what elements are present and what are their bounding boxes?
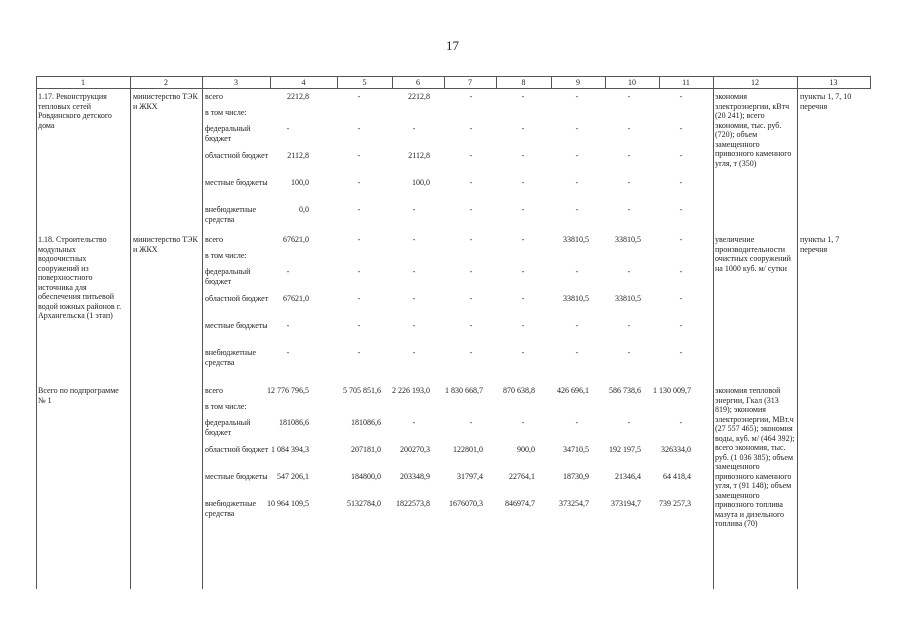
row-label: внебюджетные средства	[205, 499, 256, 518]
cell-value: 33810,5	[563, 294, 589, 303]
cell-value: -	[679, 418, 683, 427]
cell-value: 200270,3	[400, 445, 430, 454]
row-label: местные бюджеты	[205, 472, 268, 481]
cell-value: -	[469, 418, 473, 427]
section-name: Всего по подпрограмме № 1	[38, 386, 119, 405]
cell-value: -	[679, 205, 683, 214]
column-rule	[130, 76, 131, 589]
cell-value: -	[627, 151, 631, 160]
cell-value: -	[521, 178, 525, 187]
row-label: всего	[205, 386, 224, 395]
cell-value: 846974,7	[505, 499, 535, 508]
row-label: местные бюджеты	[205, 321, 268, 330]
column-rule	[496, 76, 497, 89]
cell-value: -	[357, 124, 361, 133]
cell-value: 33810,5	[615, 235, 641, 244]
cell-value: -	[679, 321, 683, 330]
cell-value: 122801,0	[453, 445, 483, 454]
row-label: внебюджетные средства	[205, 348, 256, 367]
cell-value: -	[286, 348, 290, 357]
cell-value: -	[357, 235, 361, 244]
cell-value: -	[469, 124, 473, 133]
cell-value: 2212,8	[408, 92, 430, 101]
column-rule	[392, 76, 393, 89]
column-rule	[797, 76, 798, 589]
header-col-1: 1	[81, 78, 85, 87]
cell-value: -	[575, 205, 579, 214]
cell-value: 5132784,0	[347, 499, 381, 508]
row-label: федеральный бюджет	[205, 418, 251, 437]
plan-points: пункты 1, 7 перечня	[800, 235, 840, 254]
cell-value: -	[521, 92, 525, 101]
cell-value: -	[627, 124, 631, 133]
cell-value: -	[679, 294, 683, 303]
cell-value: 184800,0	[351, 472, 381, 481]
cell-value: -	[469, 267, 473, 276]
cell-value: -	[679, 348, 683, 357]
cell-value: -	[412, 124, 416, 133]
cell-value: 22764,1	[509, 472, 535, 481]
cell-value: 739 257,3	[659, 499, 691, 508]
row-label: в том числе:	[205, 108, 247, 117]
cell-value: 192 197,5	[609, 445, 641, 454]
cell-value: -	[627, 92, 631, 101]
cell-value: 207181,0	[351, 445, 381, 454]
cell-value: -	[357, 267, 361, 276]
cell-value: -	[521, 321, 525, 330]
cell-value: -	[357, 151, 361, 160]
header-col-11: 11	[682, 78, 690, 87]
cell-value: -	[412, 348, 416, 357]
cell-value: 33810,5	[563, 235, 589, 244]
cell-value: -	[575, 418, 579, 427]
cell-value: -	[521, 205, 525, 214]
cell-value: 64 418,4	[663, 472, 691, 481]
cell-value: -	[469, 205, 473, 214]
cell-value: 2112,8	[287, 151, 309, 160]
cell-value: -	[286, 321, 290, 330]
cell-value: -	[412, 294, 416, 303]
cell-value: 33810,5	[615, 294, 641, 303]
cell-value: 12 776 796,5	[267, 386, 309, 395]
cell-value: 547 206,1	[277, 472, 309, 481]
row-label: местные бюджеты	[205, 178, 268, 187]
cell-value: -	[412, 235, 416, 244]
cell-value: -	[521, 124, 525, 133]
cell-value: 1 830 668,7	[445, 386, 483, 395]
section-name: 1.17. Реконструкция тепловых сетей Ровдинского детского дома	[38, 92, 112, 130]
cell-value: -	[679, 178, 683, 187]
expected-result: экономия тепловой энергии, Гкал (313 819); экономия электроэнергии, МВт.ч (27 557 465); экономия воды, куб. м/ (464 392); всего экономия, тыс. руб. (1 036 385); объем замещенного привозного каменного угля, т (91 148); объем замещенного привозного топлива мазута и дизельного топлива (70)	[715, 386, 795, 528]
column-rule	[444, 76, 445, 89]
expected-result: экономия электроэнергии, кВтч (20 241); всего экономия, тыс. руб. (720); объем замещенного привозного каменного угля, т (350)	[715, 92, 792, 168]
row-label: федеральный бюджет	[205, 267, 251, 286]
cell-value: -	[357, 348, 361, 357]
row-label: внебюджетные средства	[205, 205, 256, 224]
cell-value: 18730,9	[563, 472, 589, 481]
cell-value: 2212,8	[287, 92, 309, 101]
expected-result: увеличение производительности очистных сооружений на 1000 куб. м/ сутки	[715, 235, 791, 273]
cell-value: -	[575, 267, 579, 276]
cell-value: 0,0	[299, 205, 309, 214]
cell-value: -	[357, 321, 361, 330]
cell-value: 203348,9	[400, 472, 430, 481]
cell-value: -	[627, 178, 631, 187]
cell-value: -	[469, 348, 473, 357]
cell-value: -	[469, 294, 473, 303]
section-executor: министерство ТЭК и ЖКХ	[133, 92, 198, 111]
header-col-10: 10	[628, 78, 636, 87]
cell-value: -	[679, 267, 683, 276]
header-col-2: 2	[164, 78, 168, 87]
cell-value: -	[627, 348, 631, 357]
cell-value: 1676070,3	[449, 499, 483, 508]
header-col-12: 12	[751, 78, 759, 87]
cell-value: -	[521, 267, 525, 276]
cell-value: -	[627, 205, 631, 214]
cell-value: -	[521, 348, 525, 357]
column-rule	[36, 76, 37, 589]
cell-value: -	[469, 321, 473, 330]
cell-value: 2112,8	[408, 151, 430, 160]
cell-value: -	[469, 178, 473, 187]
cell-value: -	[627, 321, 631, 330]
cell-value: -	[679, 151, 683, 160]
cell-value: 373194,7	[611, 499, 641, 508]
column-rule	[270, 76, 271, 89]
cell-value: -	[286, 124, 290, 133]
cell-value: 1822573,8	[396, 499, 430, 508]
cell-value: -	[521, 151, 525, 160]
cell-value: -	[575, 321, 579, 330]
header-col-7: 7	[468, 78, 472, 87]
header-col-3: 3	[234, 78, 238, 87]
cell-value: -	[521, 294, 525, 303]
cell-value: -	[357, 294, 361, 303]
cell-value: 900,0	[517, 445, 535, 454]
cell-value: -	[412, 418, 416, 427]
cell-value: -	[412, 267, 416, 276]
cell-value: 870 638,8	[503, 386, 535, 395]
cell-value: -	[627, 418, 631, 427]
cell-value: -	[521, 418, 525, 427]
cell-value: 34710,5	[563, 445, 589, 454]
cell-value: -	[357, 205, 361, 214]
row-label: областной бюджет	[205, 294, 269, 303]
column-rule	[202, 76, 203, 589]
column-rule	[605, 76, 606, 89]
column-rule	[659, 76, 660, 89]
cell-value: 100,0	[291, 178, 309, 187]
cell-value: 21346,4	[615, 472, 641, 481]
cell-value: 5 705 851,6	[343, 386, 381, 395]
row-label: областной бюджет	[205, 445, 269, 454]
cell-value: -	[521, 235, 525, 244]
cell-value: -	[679, 92, 683, 101]
column-rule	[870, 76, 871, 89]
cell-value: -	[679, 124, 683, 133]
cell-value: 181086,6	[279, 418, 309, 427]
header-col-9: 9	[576, 78, 580, 87]
cell-value: -	[357, 92, 361, 101]
column-rule	[551, 76, 552, 89]
header-col-4: 4	[301, 78, 306, 87]
section-name: 1.18. Строительство модульных водоочистных сооружений из поверхностного источника для обеспечения питьевой водой южных районов г. Архангельска (1 этап)	[38, 235, 122, 320]
cell-value: 1 084 394,3	[271, 445, 309, 454]
cell-value: -	[679, 235, 683, 244]
cell-value: -	[286, 267, 290, 276]
cell-value: -	[469, 92, 473, 101]
header-col-8: 8	[521, 78, 526, 87]
cell-value: -	[469, 235, 473, 244]
cell-value: 426 696,1	[557, 386, 589, 395]
cell-value: 586 738,6	[609, 386, 641, 395]
cell-value: 67621,0	[283, 235, 309, 244]
cell-value: 373254,7	[559, 499, 589, 508]
cell-value: -	[575, 151, 579, 160]
row-label: всего	[205, 235, 224, 244]
cell-value: 100,0	[412, 178, 430, 187]
cell-value: 1 130 009,7	[653, 386, 691, 395]
table-header-row	[36, 76, 870, 89]
cell-value: -	[627, 267, 631, 276]
cell-value: -	[412, 205, 416, 214]
cell-value: 10 964 109,5	[267, 499, 309, 508]
cell-value: 326334,0	[661, 445, 691, 454]
cell-value: 31797,4	[457, 472, 483, 481]
cell-value: -	[357, 178, 361, 187]
page-number: 17	[446, 38, 459, 53]
column-rule	[337, 76, 338, 89]
cell-value: -	[575, 178, 579, 187]
row-label: в том числе:	[205, 402, 247, 411]
row-label: всего	[205, 92, 224, 101]
cell-value: 2 226 193,0	[392, 386, 430, 395]
cell-value: -	[469, 151, 473, 160]
section-executor: министерство ТЭК и ЖКХ	[133, 235, 198, 254]
row-label: федеральный бюджет	[205, 124, 251, 143]
cell-value: 67621,0	[283, 294, 309, 303]
plan-points: пункты 1, 7, 10 перечня	[800, 92, 852, 111]
column-rule	[713, 76, 714, 589]
cell-value: -	[575, 348, 579, 357]
row-label: в том числе:	[205, 251, 247, 260]
cell-value: -	[412, 321, 416, 330]
header-col-6: 6	[416, 78, 420, 87]
cell-value: -	[575, 124, 579, 133]
cell-value: 181086,6	[351, 418, 381, 427]
cell-value: -	[575, 92, 579, 101]
header-col-13: 13	[829, 78, 838, 87]
row-label: областной бюджет	[205, 151, 269, 160]
header-col-5: 5	[362, 78, 367, 87]
